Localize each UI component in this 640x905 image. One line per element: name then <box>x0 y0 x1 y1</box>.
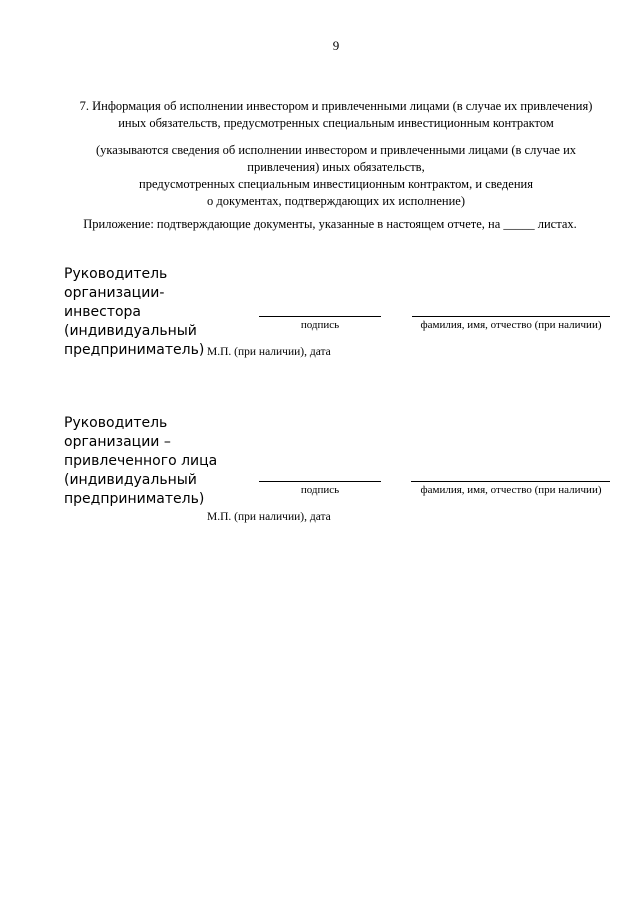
section-title <box>40 98 632 132</box>
name-line <box>412 316 610 317</box>
name-line <box>411 481 610 482</box>
note-line: привлечения) иных обязательств, <box>247 160 425 174</box>
name-caption: фамилия, имя, отчество (при наличии) <box>420 484 602 496</box>
stamp-date-caption: М.П. (при наличии), дата <box>207 511 331 523</box>
section-title-line: иных обязательств, предусмотренных специальным инвестиционным контрактом <box>118 116 554 130</box>
signature-line <box>259 481 381 482</box>
page-number: 9 <box>332 38 340 53</box>
note-line: (указываются сведения об исполнении инвестором и привлеченными лицами (в случае их <box>95 143 577 157</box>
label-line: (индивидуальный <box>64 472 197 488</box>
signature-caption: подпись <box>300 319 340 331</box>
label-line: инвестора (индивидуальный <box>64 304 197 339</box>
note-line: о документах, подтверждающих их исполнение) <box>206 194 466 208</box>
label-line: предприниматель) <box>64 491 205 507</box>
section-title-line: 7. Информация об исполнении инвестором и привлеченными лицами (в случае их привлечения) <box>79 99 593 113</box>
label-line: Руководитель организации – <box>64 415 171 450</box>
label-line: Руководитель организации- <box>64 266 168 301</box>
signature-line <box>259 316 381 317</box>
note-line: предусмотренных специальным инвестиционным контрактом, и сведения <box>139 177 533 191</box>
signature-caption: подпись <box>300 484 340 496</box>
name-caption: фамилия, имя, отчество (при наличии) <box>420 319 602 331</box>
label-line: привлеченного лица <box>64 453 218 469</box>
stamp-date-caption: М.П. (при наличии), дата <box>207 346 331 358</box>
appendix-line: Приложение: подтверждающие документы, указанные в настоящем отчете, на _____ листах. <box>83 217 577 231</box>
attracted-party-head-label <box>64 414 264 509</box>
label-line: предприниматель) <box>64 342 205 358</box>
section-note <box>40 142 632 210</box>
